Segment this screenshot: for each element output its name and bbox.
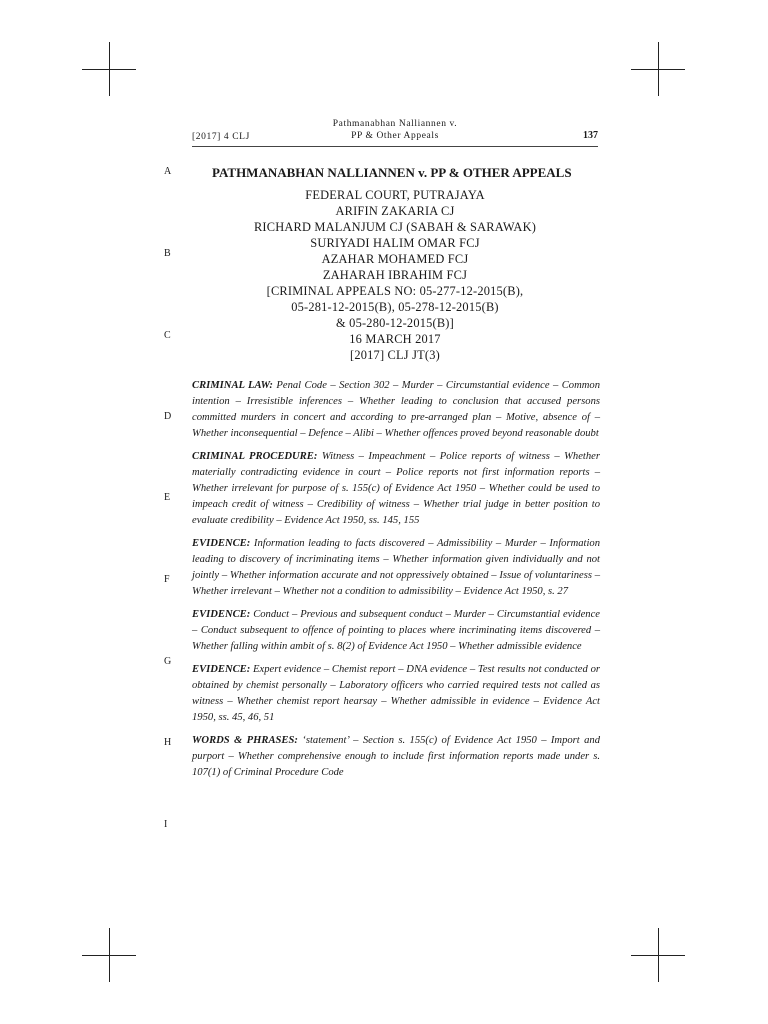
catchword-topic: CRIMINAL PROCEDURE: xyxy=(192,451,318,462)
catchword-topic: EVIDENCE: xyxy=(192,609,251,620)
crop-mark-top-left-v xyxy=(109,42,110,96)
margin-letter-c: C xyxy=(164,330,171,341)
margin-letter-a: A xyxy=(164,166,172,177)
appeal-number-line: [CRIMINAL APPEALS NO: 05-277-12-2015(B), xyxy=(266,284,524,298)
margin-letter-f: F xyxy=(164,574,170,585)
header-citation: [2017] 4 CLJ xyxy=(192,132,250,142)
catchword-paragraph xyxy=(192,662,600,726)
report-citation: [2017] CLJ JT(3) xyxy=(350,348,440,362)
catchword-topic: EVIDENCE: xyxy=(192,538,251,549)
crop-mark-bottom-right-v xyxy=(658,928,659,982)
catchword-paragraph xyxy=(192,378,600,442)
margin-letter-i: I xyxy=(164,819,168,830)
catchword-paragraph xyxy=(192,607,600,655)
running-header xyxy=(192,118,598,147)
catchword-topic: WORDS & PHRASES: xyxy=(192,735,298,746)
decision-date: 16 MARCH 2017 xyxy=(349,332,441,346)
catchword-text: Expert evidence – Chemist report – DNA evidence – Test results not conducted or obtained by chemist personally – Laboratory officers who carried required tests not called as witness – Whether chemist report hearsay – Whether admissible in evidence – Evidence Act 1950, ss. 45, 46, 51 xyxy=(192,664,600,723)
catchword-paragraph xyxy=(192,733,600,781)
case-title: PATHMANABHAN NALLIANNEN v. PP & OTHER APPEALS xyxy=(212,165,572,180)
header-running-title-line1: Pathmanabhan Nalliannen v. xyxy=(332,119,458,129)
header-running-title-line2: PP & Other Appeals xyxy=(351,131,439,141)
catchword-topic: EVIDENCE: xyxy=(192,664,251,675)
appeal-number-line: & 05-280-12-2015(B)] xyxy=(336,316,454,330)
margin-letter-d: D xyxy=(164,411,172,422)
catchword-text: Conduct – Previous and subsequent conduct – Murder – Circumstantial evidence – Conduct subsequent to offence of pointing to places where incriminating items discovered – Whether falling within ambit of s. 8(2) of Evidence Act 1950 – Whether admissible evidence xyxy=(192,609,600,652)
court-name: FEDERAL COURT, PUTRAJAYA xyxy=(305,188,485,202)
margin-letter-g: G xyxy=(164,656,172,667)
judge-line: ZAHARAH IBRAHIM FCJ xyxy=(322,268,468,282)
crop-mark-bottom-left-v xyxy=(109,928,110,982)
catchword-text: Witness – Impeachment – Police reports of witness – Whether materially contradicting evidence in court – Police reports not first information reports – Whether irrelevant for purpose of s. 155(c) of Evidence Act 1950 – Whether could be used to impeach credit of witness – Credibility of witness – Whether trial judge in better position to evaluate credibility – Evidence Act 1950, ss. 145, 155 xyxy=(192,451,600,526)
margin-letter-b: B xyxy=(164,248,171,259)
crop-mark-top-right-v xyxy=(658,42,659,96)
catchword-paragraph xyxy=(192,536,600,600)
judge-line: RICHARD MALANJUM CJ (SABAH & SARAWAK) xyxy=(253,220,537,234)
catchword-text: ‘statement’ – Section s. 155(c) of Evidence Act 1950 – Import and purport – Whether comprehensive enough to include first information reports made under s. 107(1) of Criminal Procedure Code xyxy=(192,735,601,778)
appeal-number-line: 05-281-12-2015(B), 05-278-12-2015(B) xyxy=(291,300,499,314)
judge-line: AZAHAR MOHAMED FCJ xyxy=(321,252,469,266)
margin-letter-h: H xyxy=(164,737,172,748)
margin-letter-e: E xyxy=(164,492,171,503)
judge-line: SURIYADI HALIM OMAR FCJ xyxy=(310,236,480,250)
catchword-paragraph xyxy=(192,449,600,529)
catchwords xyxy=(192,378,600,788)
court-block xyxy=(192,187,598,363)
page-number: 137 xyxy=(583,130,598,141)
catchword-text: Penal Code – Section 302 – Murder – Circumstantial evidence – Common intention – Irresistible inferences – Whether leading to conclusion that accused persons committed murders in concert and according to pre-arranged plan – Motive, absence of – Whether inconsequential – Defence – Alibi – Whether offences proved beyond reasonable doubt xyxy=(192,380,600,439)
header-running-title xyxy=(252,118,538,142)
catchword-topic: CRIMINAL LAW: xyxy=(192,380,273,391)
judge-line: ARIFIN ZAKARIA CJ xyxy=(335,204,455,218)
catchword-text: Information leading to facts discovered – Admissibility – Murder – Information leading to discovery of incriminating items – Whether information given individually and not jointly – Whether information accurate and not oppressively obtained – Issue of voluntariness – Whether irrelevant – Whether not a condition to admissibility – Evidence Act 1950, s. 27 xyxy=(192,538,600,597)
